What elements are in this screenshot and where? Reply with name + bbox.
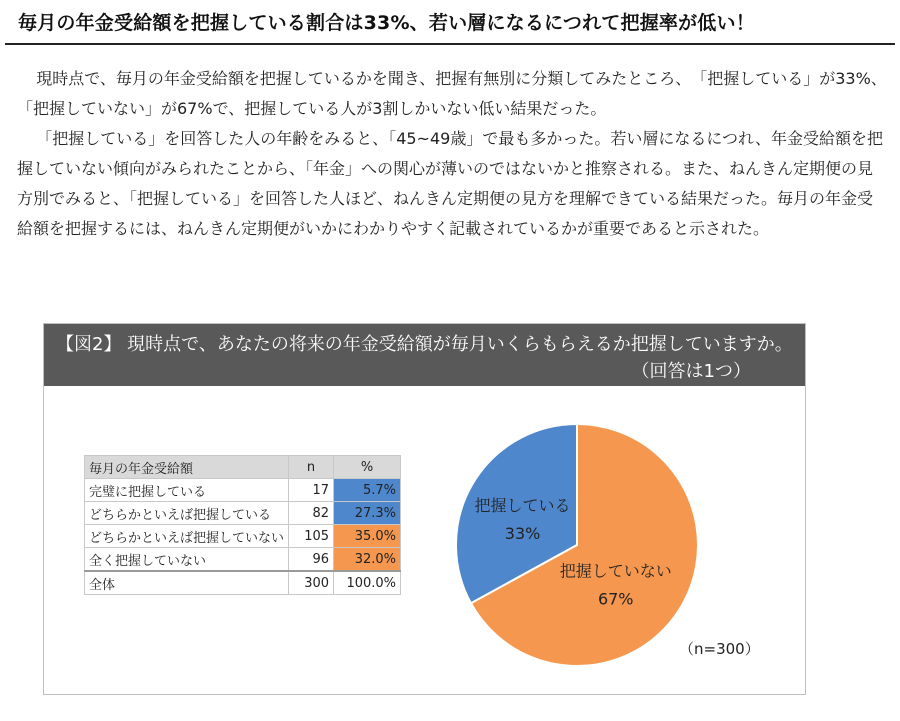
paragraph-1: 現時点で、毎月の年金受給額を把握しているかを聞き、把握有無別に分類してみたところ、 「把握している」が33%、「把握していない」が67%で、把握している人が3割しかいない低い結果だった。	[17, 69, 887, 118]
row-n: 96	[289, 548, 334, 572]
paragraph-2: 「把握している」を回答した人の年齢をみると、「45~49歳」で最も多かった。若い層になるにつれ、年金受給額を把握していない傾向がみられたことから、「年金」への関心が薄いのではないかと推察される。また、ねんきん定期便の見方別でみると、「把握している」を回答した人ほど、ねんきん定期便の見方を理解できている結果だった。毎月の年金受給額を把握するには、ねんきん定期便がいかにわかりやすく記載されているかが重要であると示された。	[17, 129, 883, 238]
figure-title: 【図2】 現時点で、あなたの将来の年金受給額が毎月いくらもらえるか把握していますか。	[56, 334, 793, 355]
figure-2	[43, 323, 806, 695]
headline: 毎月の年金受給額を把握している割合は33%、若い層になるにつれて把握率が低い！	[18, 12, 755, 34]
figure-subtitle: （回答は1つ）	[631, 361, 751, 382]
column-header-label: 毎月の年金受給額	[85, 456, 289, 479]
row-n: 105	[289, 525, 334, 548]
column-header-n: n	[289, 456, 334, 479]
total-label: 全体	[85, 571, 289, 595]
row-label: どちらかといえば把握している	[85, 502, 289, 525]
figure-header	[44, 324, 805, 386]
article-body	[17, 64, 887, 244]
table-row	[85, 479, 401, 502]
total-n: 300	[289, 571, 334, 595]
sample-size-note: （n=300）	[679, 640, 760, 658]
table-total-row	[85, 571, 401, 595]
pie-slice-value: 33%	[504, 524, 541, 544]
row-label: どちらかといえば把握していない	[85, 525, 289, 548]
row-pct: 5.7%	[334, 479, 401, 502]
row-label: 完璧に把握している	[85, 479, 289, 502]
total-pct: 100.0%	[334, 571, 401, 595]
headline-divider	[5, 43, 895, 45]
column-header-pct: %	[334, 456, 401, 479]
table-row	[85, 525, 401, 548]
pie-slice-label: 把握している	[474, 496, 571, 516]
pie-slice-label: 把握していない	[559, 561, 672, 581]
pie-chart	[454, 419, 744, 669]
row-label: 全く把握していない	[85, 548, 289, 572]
data-table	[84, 455, 401, 595]
table-row	[85, 548, 401, 572]
table-header-row	[85, 456, 401, 479]
pie-slice-value: 67%	[597, 589, 634, 609]
table-row	[85, 502, 401, 525]
row-pct: 27.3%	[334, 502, 401, 525]
row-pct: 35.0%	[334, 525, 401, 548]
row-pct: 32.0%	[334, 548, 401, 572]
row-n: 82	[289, 502, 334, 525]
row-n: 17	[289, 479, 334, 502]
